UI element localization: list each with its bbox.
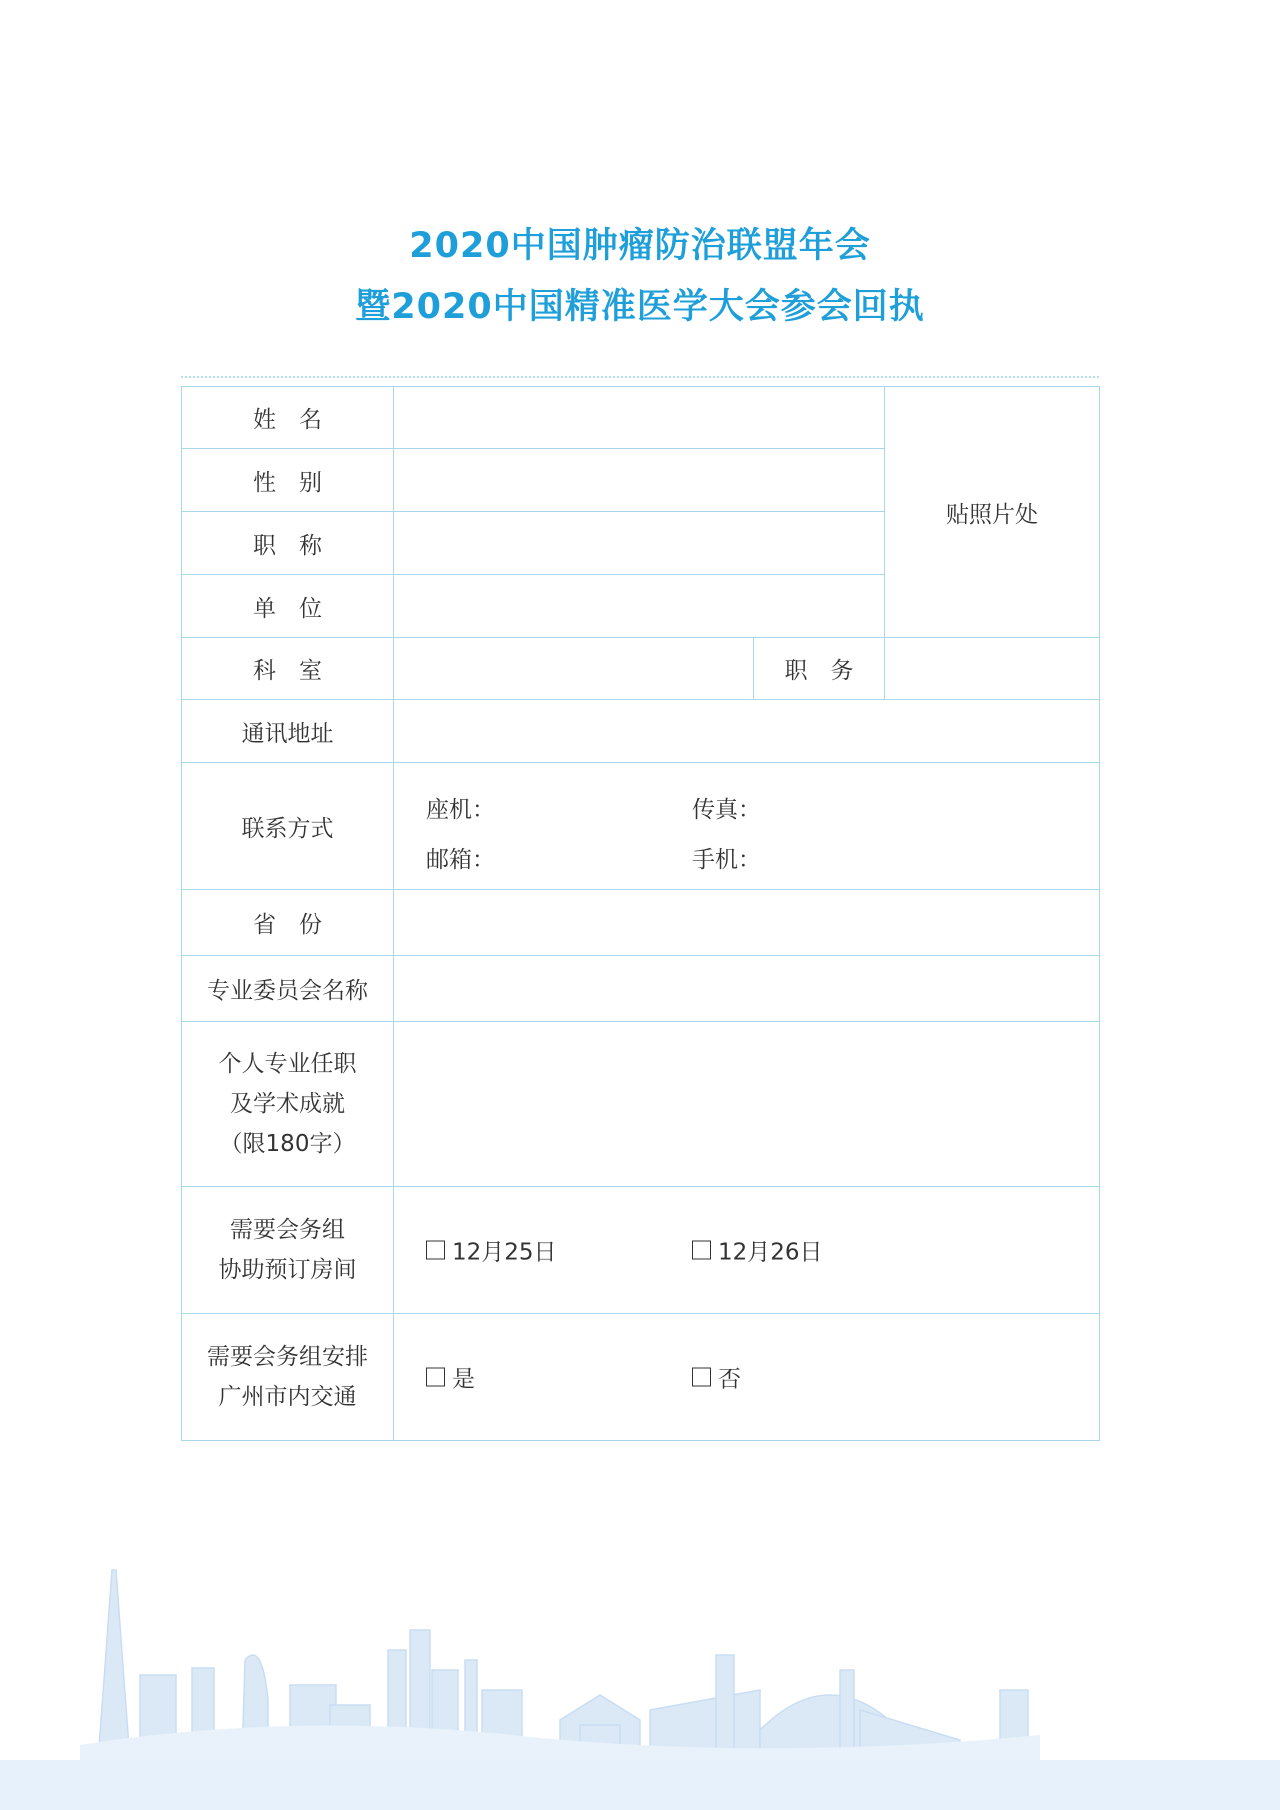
transport-label-line2: 广州市内交通 <box>218 1384 357 1410</box>
room-booking-options <box>394 1187 1100 1314</box>
transport-option-no-label: 否 <box>718 1366 741 1393</box>
department-field[interactable] <box>394 638 754 700</box>
name-field[interactable] <box>394 387 885 449</box>
contact-cell <box>394 763 1100 890</box>
checkbox-icon[interactable] <box>426 1241 445 1260</box>
professional-title-field[interactable] <box>394 512 885 575</box>
achievements-label <box>182 1022 394 1187</box>
committee-label: 专业委员会名称 <box>182 956 394 1022</box>
address-field[interactable] <box>394 700 1100 763</box>
achievements-label-line3: （限180字） <box>219 1131 356 1157</box>
department-label: 科 室 <box>182 638 394 700</box>
address-label: 通讯地址 <box>182 700 394 763</box>
room-booking-label-line1: 需要会务组 <box>230 1217 345 1243</box>
room-option-dec26-label: 12月26日 <box>718 1239 823 1266</box>
checkbox-icon[interactable] <box>692 1241 711 1260</box>
achievements-label-line1: 个人专业任职 <box>218 1051 357 1077</box>
mobile-field[interactable]: 手机： <box>692 847 761 873</box>
unit-field[interactable] <box>394 575 885 638</box>
committee-field[interactable] <box>394 956 1100 1022</box>
room-option-dec25-label: 12月25日 <box>452 1239 557 1266</box>
footer-band <box>0 1760 1280 1810</box>
email-field[interactable]: 邮箱： <box>426 847 495 873</box>
room-option-dec25[interactable] <box>426 1234 557 1267</box>
transport-option-yes-label: 是 <box>452 1366 475 1393</box>
city-skyline-illustration <box>0 1560 1280 1760</box>
transport-option-yes[interactable] <box>426 1361 475 1394</box>
transport-label <box>182 1314 394 1441</box>
transport-label-line1: 需要会务组安排 <box>207 1344 368 1370</box>
position-label: 职 务 <box>754 638 885 700</box>
dotted-divider <box>181 376 1099 378</box>
checkbox-icon[interactable] <box>692 1368 711 1387</box>
achievements-field[interactable] <box>394 1022 1100 1187</box>
name-label: 姓 名 <box>182 387 394 449</box>
landline-field[interactable]: 座机： <box>426 797 495 823</box>
photo-placeholder-text: 贴照片处 <box>946 501 1038 528</box>
room-booking-label-line2: 协助预订房间 <box>218 1257 357 1283</box>
checkbox-icon[interactable] <box>426 1368 445 1387</box>
gender-field[interactable] <box>394 449 885 512</box>
professional-title-label: 职 称 <box>182 512 394 575</box>
achievements-label-line2: 及学术成就 <box>230 1091 345 1117</box>
room-option-dec26[interactable] <box>692 1234 823 1267</box>
unit-label: 单 位 <box>182 575 394 638</box>
transport-options <box>394 1314 1100 1441</box>
photo-area <box>885 387 1100 638</box>
contact-label: 联系方式 <box>182 763 394 890</box>
canton-tower-shape <box>98 1570 130 1760</box>
position-field[interactable] <box>885 638 1100 700</box>
transport-option-no[interactable] <box>692 1361 741 1394</box>
registration-form <box>181 386 1100 1441</box>
room-booking-label <box>182 1187 394 1314</box>
province-field[interactable] <box>394 890 1100 956</box>
gender-label: 性 别 <box>182 449 394 512</box>
form-title-line1: 2020中国肿瘤防治联盟年会 <box>409 226 871 266</box>
fax-field[interactable]: 传真： <box>692 797 761 823</box>
province-label: 省 份 <box>182 890 394 956</box>
form-title-line2: 暨2020中国精准医学大会参会回执 <box>355 287 925 327</box>
